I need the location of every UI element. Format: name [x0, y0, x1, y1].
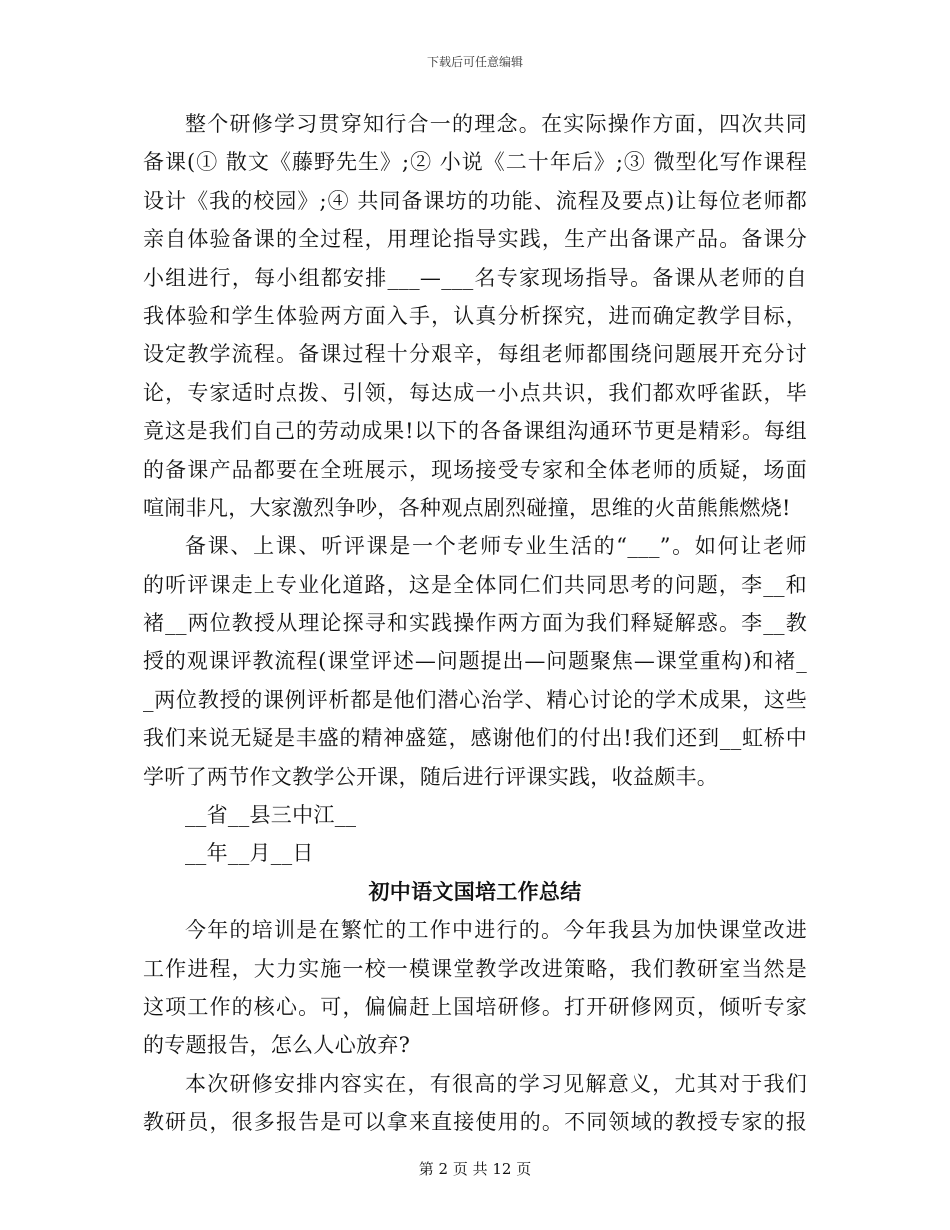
text-line: 的听评课走上专业化道路，这是全体同仁们共同思考的问题，李__和 [143, 572, 807, 597]
text-line: 设定教学流程。备课过程十分艰辛，每组老师都围绕问题展开充分讨 [143, 342, 807, 367]
text-line: 的专题报告，怎么人心放弃? [143, 1033, 411, 1058]
text-line: 本次研修安排内容实在，有很高的学习见解意义，尤其对于我们 [185, 1071, 807, 1096]
text-line: 我们来说无疑是丰盛的精神盛筵，感谢他们的付出!我们还到__虹桥中 [143, 726, 807, 751]
paragraph [143, 911, 807, 1065]
text-line: 教研员，很多报告是可以拿来直接使用的。不同领域的教授专家的报 [143, 1110, 807, 1135]
text-line: 学听了两节作文教学公开课，随后进行评课实践，收益颇丰。 [143, 764, 719, 789]
signature-org: __省__县三中江__ [185, 803, 357, 828]
text-line: 褚__两位教授从理论探寻和实践操作两方面为我们释疑解惑。李__教 [143, 611, 807, 636]
text-line: 授的观课评教流程(课堂评述—问题提出—问题聚焦—课堂重构)和褚_ [143, 649, 807, 674]
text-line: 喧闹非凡，大家激烈争吵，各种观点剧烈碰撞，思维的火苗熊熊燃烧! [143, 495, 791, 520]
paragraph [143, 105, 807, 527]
text-line: 工作进程，大力实施一校一模课堂教学改进策略，我们教研室当然是 [143, 956, 807, 981]
text-line: 今年的培训是在繁忙的工作中进行的。今年我县为加快课堂改进 [185, 918, 807, 943]
section-title: 初中语文国培工作总结 [368, 878, 582, 904]
text-line: 备课(① 散文《藤野先生》;② 小说《二十年后》;③ 微型化写作课程 [143, 150, 807, 175]
text-line: 我体验和学生体验两方面入手，认真分析探究，进而确定教学目标， [143, 303, 807, 328]
signature-date: __年__月__日 [185, 841, 314, 866]
text-line: 备课、上课、听评课是一个老师专业生活的“___”。如何让老师 [185, 534, 807, 559]
paragraph [143, 1065, 807, 1142]
page-header: 下载后可任意编辑 [426, 55, 523, 69]
text-line: 整个研修学习贯穿知行合一的理念。在实际操作方面，四次共同 [185, 112, 807, 136]
paragraph [143, 527, 807, 796]
text-line: 这项工作的核心。可，偏偏赶上国培研修。打开研修网页，倾听专家 [143, 994, 807, 1019]
text-line: 亲自体验备课的全过程，用理论指导实践，生产出备课产品。备课分 [143, 227, 807, 252]
text-line: 设计《我的校园》;④ 共同备课坊的功能、流程及要点)让每位老师都 [143, 188, 807, 213]
text-line: 小组进行，每小组都安排___—___名专家现场指导。备课从老师的自 [143, 265, 807, 290]
text-line: 论，专家适时点拨、引领，每达成一小点共识，我们都欢呼雀跃，毕 [143, 380, 807, 405]
text-line: 的备课产品都要在全班展示，现场接受专家和全体老师的质疑，场面 [143, 457, 807, 482]
page-footer: 第 2 页 共 12 页 [418, 1160, 532, 1178]
text-line: 竟这是我们自己的劳动成果!以下的各备课组沟通环节更是精彩。每组 [143, 419, 807, 444]
document-body [143, 105, 807, 1142]
text-line: _两位教授的课例评析都是他们潜心治学、精心讨论的学术成果，这些 [143, 687, 807, 712]
